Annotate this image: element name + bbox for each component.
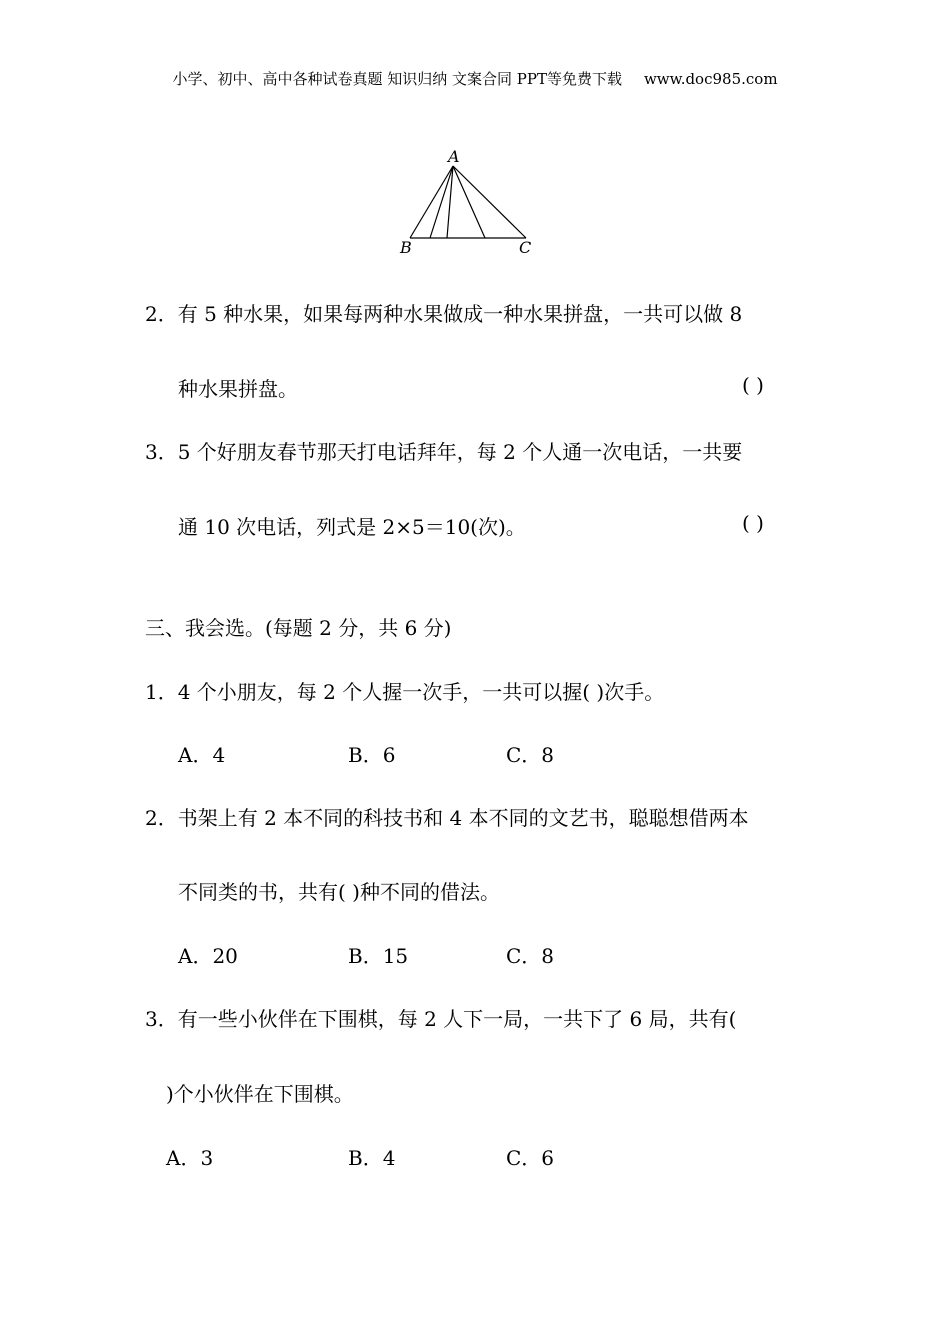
choice-q1-option-b[interactable]: B．6 (348, 743, 396, 767)
header-url: www.doc985.com (643, 70, 778, 88)
choice-q3-option-a[interactable]: A．3 (166, 1146, 214, 1170)
segment-ab (410, 166, 453, 238)
judge-q2-answer-blank[interactable]: ( ) (742, 373, 764, 397)
section-title: 三、我会选。(每题 2 分，共 6 分) (145, 616, 452, 640)
choice-q3-option-b[interactable]: B．4 (348, 1146, 396, 1170)
choice-q1-option-c[interactable]: C．8 (506, 743, 555, 767)
segment-a-d3 (453, 166, 485, 238)
choice-q3-line2: )个小伙伴在下围棋。 (166, 1082, 354, 1106)
choice-q2-line2: 不同类的书，共有( )种不同的借法。 (178, 880, 500, 904)
judge-q3-line1: 3．5 个好朋友春节那天打电话拜年，每 2 个人通一次电话，一共要 (145, 440, 743, 464)
label-a: A (448, 147, 460, 166)
judge-q2-line2: 种水果拼盘。 (178, 377, 298, 401)
choice-q2-option-b[interactable]: B．15 (348, 944, 409, 968)
header-text: 小学、初中、高中各种试卷真题 知识归纳 文案合同 PPT等免费下载 (172, 70, 622, 88)
choice-q2-option-c[interactable]: C．8 (506, 944, 555, 968)
judge-q3-answer-blank[interactable]: ( ) (742, 511, 764, 535)
label-c: C (519, 238, 532, 255)
judge-q2-line1: 2．有 5 种水果，如果每两种水果做成一种水果拼盘，一共可以做 8 (145, 302, 743, 326)
choice-q2-line1: 2．书架上有 2 本不同的科技书和 4 本不同的文艺书，聪聪想借两本 (145, 806, 749, 830)
triangle-figure (395, 145, 545, 255)
judge-q3-line2: 通 10 次电话，列式是 2×5＝10(次)。 (178, 515, 526, 539)
choice-q3-option-c[interactable]: C．6 (506, 1146, 555, 1170)
choice-q2-option-a[interactable]: A．20 (178, 944, 238, 968)
page-header (0, 68, 950, 89)
choice-q1-text: 1．4 个小朋友，每 2 个人握一次手，一共可以握( )次手。 (145, 680, 665, 704)
label-b: B (400, 238, 412, 255)
choice-q3-line1: 3．有一些小伙伴在下围棋，每 2 人下一局，一共下了 6 局，共有( (145, 1007, 737, 1031)
choice-q1-option-a[interactable]: A．4 (178, 743, 226, 767)
segment-ac (453, 166, 526, 238)
